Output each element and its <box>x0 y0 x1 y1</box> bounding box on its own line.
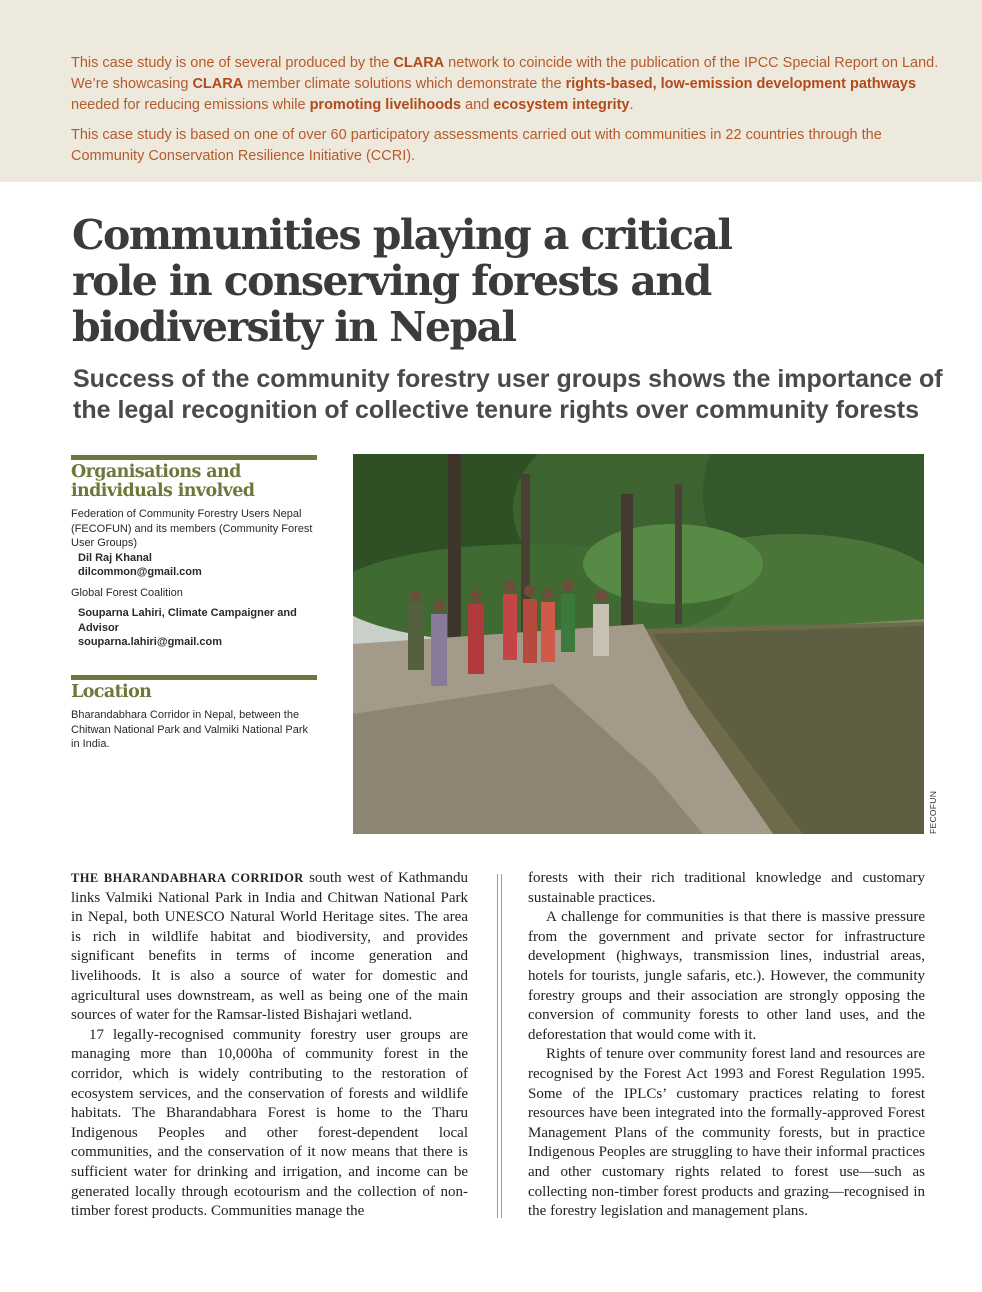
banner-text: . <box>629 97 634 113</box>
banner-text: member climate solutions which demonstrate the <box>243 76 566 92</box>
livelihoods-highlight: promoting livelihoods <box>309 97 462 113</box>
banner-text: network to coincide with the publication of the IPCC Special Report on Land. We’re showcasing <box>71 55 939 92</box>
subtitle-line: the legal recognition of collective tenure rights over community forests <box>73 396 920 424</box>
contact-email[interactable]: dilcommon@gmail.com <box>78 566 202 578</box>
forest-photo <box>353 454 924 834</box>
title-line: biodiversity in Nepal <box>72 303 516 351</box>
body-paragraph <box>71 869 468 1026</box>
integrity-highlight: ecosystem integrity <box>493 97 630 113</box>
banner-text: This case study is one of several produced by the <box>71 55 394 71</box>
subtitle-line: Success of the community forestry user groups shows the importance of <box>73 365 943 393</box>
contact-name: Souparna Lahiri, Climate Campaigner and Advisor <box>78 607 297 634</box>
banner-text: needed for reducing emissions while <box>71 97 310 113</box>
org-gfc: Global Forest Coalition <box>71 586 183 599</box>
location-heading: Location <box>71 682 152 702</box>
body-paragraph: 17 legally-recognised community forestry user groups are managing more than 10,000ha of community forest in the corridor, which is widely contributing to the restoration of ecosystem services, and the conservation of forests and wildlife habitats. The Bharandabhara Forest is home to the Tharu Indigenous Peoples and other forest-dependent local communities, and the conservation of it now means that there is sufficient water for drinking and irrigation, and income can be generated locally through ecotourism and the collection of non-timber forest products. Communities manage the <box>71 1026 468 1220</box>
page-title <box>72 212 832 350</box>
column-divider <box>497 874 502 1218</box>
heading-line: Organisations and <box>71 462 241 482</box>
intro-banner <box>0 0 982 182</box>
location-box <box>71 675 317 752</box>
body-column-left <box>71 869 468 1222</box>
location-text: Bharandabhara Corridor in Nepal, between the Chitwan National Park and Valmiki National Park in India. <box>71 709 309 750</box>
photo-credit <box>926 792 942 836</box>
body-paragraph: A challenge for communities is that there is massive pressure from the government and private sector for infrastructure development (highways, transmission lines, industrial areas, hotels for tourists, jungle safaris, etc.). However, the community forestry groups and their association are strongly opposing the conversion of community forests to other land uses, and the deforestation that would come with it. <box>528 909 925 1043</box>
contact-name: Dil Raj Khanal <box>78 551 152 564</box>
forest-photo-illustration <box>353 454 924 834</box>
heading-line: individuals involved <box>71 481 255 501</box>
organisations-box <box>71 455 317 650</box>
photo-credit-text: FECOFUN <box>928 790 938 834</box>
clara-highlight: CLARA <box>192 76 244 92</box>
body-column-right <box>528 869 925 1222</box>
title-line: role in conserving forests and <box>72 257 711 305</box>
banner-intro-text <box>71 53 941 116</box>
organisations-heading <box>71 463 317 501</box>
body-paragraph: Rights of tenure over community forest land and resources are recognised by the Forest Act 1993 and Forest Regulation 1995. Some of the IPLCs’ customary practices relating to forest resources have been integrated into the formally-approved Forest Management Plans of the community forests, but in practice Indigenous Peoples are struggling to have their informal practices and other customary rights related to forest use—such as collecting non-timber forest products and grazing—recognised in the forestry legislation and management plans. <box>528 1046 925 1220</box>
section-rule <box>71 455 317 460</box>
body-text: south west of Kathmandu links Valmiki National Park in India and Chitwan National Park in Nepal, both UNESCO Natural World Heritage sites. The area is rich in wildlife habitat and biodiversity, and provides significant benefits in terms of income generation and livelihoods. It is also a source of water for domestic and agricultural uses downstream, as well as being one of the main sources of water for the Ramsar-listed Bishajari wetland. <box>71 870 468 1024</box>
clara-highlight: CLARA <box>393 55 445 71</box>
contact-email[interactable]: souparna.lahiri@gmail.com <box>78 636 222 648</box>
org-fecofun: Federation of Community Forestry Users Nepal (FECOFUN) and its members (Community Forest User Groups) <box>71 508 313 549</box>
title-line: Communities playing a critical <box>72 211 732 259</box>
lead-in: THE BHARANDABHARA CORRIDOR <box>71 871 304 885</box>
banner-ccri-text: This case study is based on one of over 60 participatory assessments carried out with communities in 22 countries through the Community Conservation Resilience Initiative (CCRI). <box>71 127 882 164</box>
body-paragraph: forests with their rich traditional knowledge and customary sustainable practices. <box>528 870 925 906</box>
section-rule <box>71 675 317 680</box>
pathways-highlight: rights-based, low-emission development pathways <box>565 76 917 92</box>
page-subtitle <box>73 364 953 426</box>
banner-text: and <box>461 97 494 113</box>
